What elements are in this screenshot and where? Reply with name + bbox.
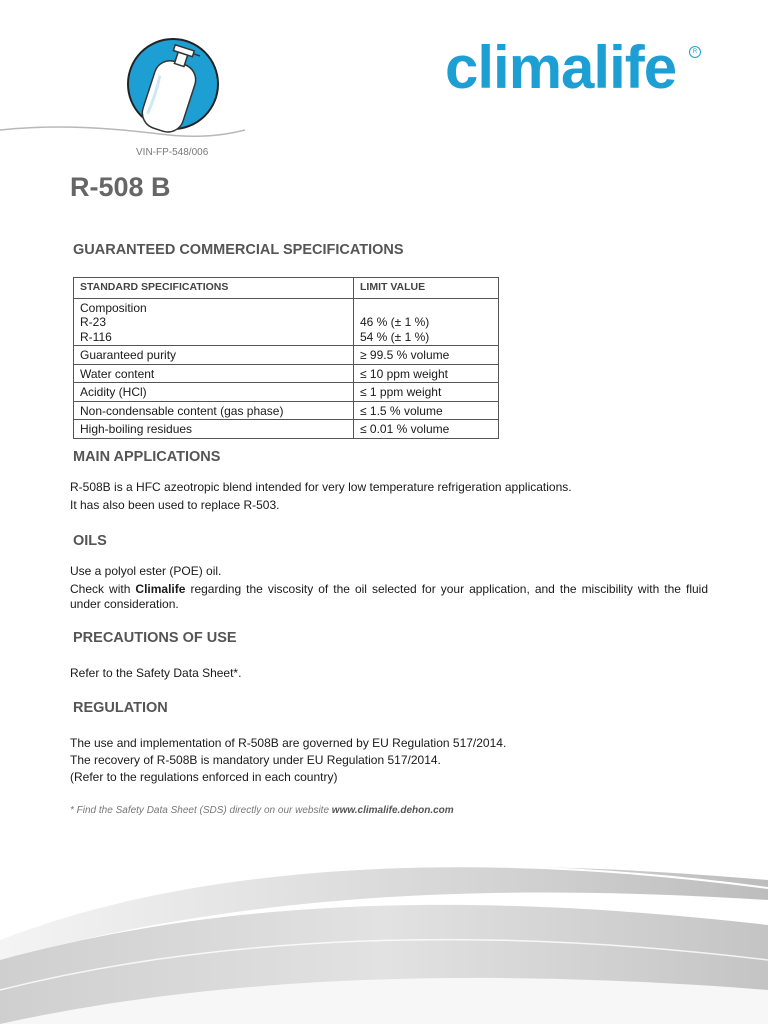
table-row [74, 364, 499, 383]
oils-line-2-suffix: regarding the viscosity of the oil selected for your application, and the miscibility with the fluid under consideration. [70, 582, 708, 611]
spec-name: High-boiling residues [74, 420, 354, 439]
regulation-line-1: The use and implementation of R-508B are governed by EU Regulation 517/2014. [70, 736, 507, 750]
r23-value: 46 % (± 1 %) [360, 315, 430, 329]
column-header-limit: LIMIT VALUE [354, 278, 499, 299]
spec-value: ≥ 99.5 % volume [354, 346, 499, 365]
applications-line-1: R-508B is a HFC azeotropic blend intended for very low temperature refrigeration applications. [70, 480, 572, 494]
specs-heading: GUARANTEED COMMERCIAL SPECIFICATIONS [73, 242, 404, 258]
oils-heading: OILS [73, 533, 107, 549]
composition-values-cell [354, 298, 499, 346]
oils-line-2 [70, 582, 708, 612]
table-row [74, 420, 499, 439]
website-link[interactable]: www.climalife.dehon.com [331, 805, 454, 816]
column-header-spec: STANDARD SPECIFICATIONS [74, 278, 354, 299]
applications-line-2: It has also been used to replace R-503. [70, 498, 280, 512]
page-title: R-508 B [70, 172, 171, 202]
precautions-heading: PRECAUTIONS OF USE [73, 630, 237, 646]
spec-value: ≤ 10 ppm weight [354, 364, 499, 383]
oils-line-1: Use a polyol ester (POE) oil. [70, 564, 222, 578]
spec-value: ≤ 1 ppm weight [354, 383, 499, 402]
gas-cylinder-icon [128, 39, 218, 136]
spec-name: Non-condensable content (gas phase) [74, 401, 354, 420]
oils-line-2-prefix: Check with [70, 582, 136, 596]
regulation-line-2: The recovery of R-508B is mandatory under EU Regulation 517/2014. [70, 753, 441, 767]
document-reference: VIN-FP-548/006 [136, 147, 209, 158]
oils-text [70, 564, 708, 615]
registered-mark-icon: R [689, 46, 701, 58]
table-row [74, 346, 499, 365]
r116-value: 54 % (± 1 %) [360, 329, 430, 344]
composition-cell [74, 298, 354, 346]
footnote-text: * Find the Safety Data Sheet (SDS) directly on our website [70, 805, 332, 816]
table-row [74, 401, 499, 420]
climalife-logo: climalife [445, 34, 677, 101]
footnote [70, 805, 454, 816]
r23-label: R-23 [80, 315, 107, 329]
composition-label: Composition [80, 300, 147, 315]
bottom-swoosh-decoration [0, 840, 768, 1024]
regulation-text [70, 736, 708, 788]
specifications-table [73, 277, 499, 439]
r116-label: R-116 [80, 329, 112, 344]
precautions-text [70, 666, 708, 684]
spec-name: Acidity (HCl) [74, 383, 354, 402]
spec-name: Water content [74, 364, 354, 383]
table-header-row [74, 278, 499, 299]
spec-name: Guaranteed purity [74, 346, 354, 365]
spec-value: ≤ 1.5 % volume [354, 401, 499, 420]
table-row-composition [74, 298, 499, 346]
regulation-line-3: (Refer to the regulations enforced in each country) [70, 770, 338, 784]
spec-value: ≤ 0.01 % volume [354, 420, 499, 439]
precautions-line-1: Refer to the Safety Data Sheet*. [70, 666, 242, 680]
applications-text [70, 480, 708, 516]
applications-heading: MAIN APPLICATIONS [73, 449, 221, 465]
regulation-heading: REGULATION [73, 700, 168, 716]
climalife-mention: Climalife [135, 582, 186, 596]
table-row [74, 383, 499, 402]
